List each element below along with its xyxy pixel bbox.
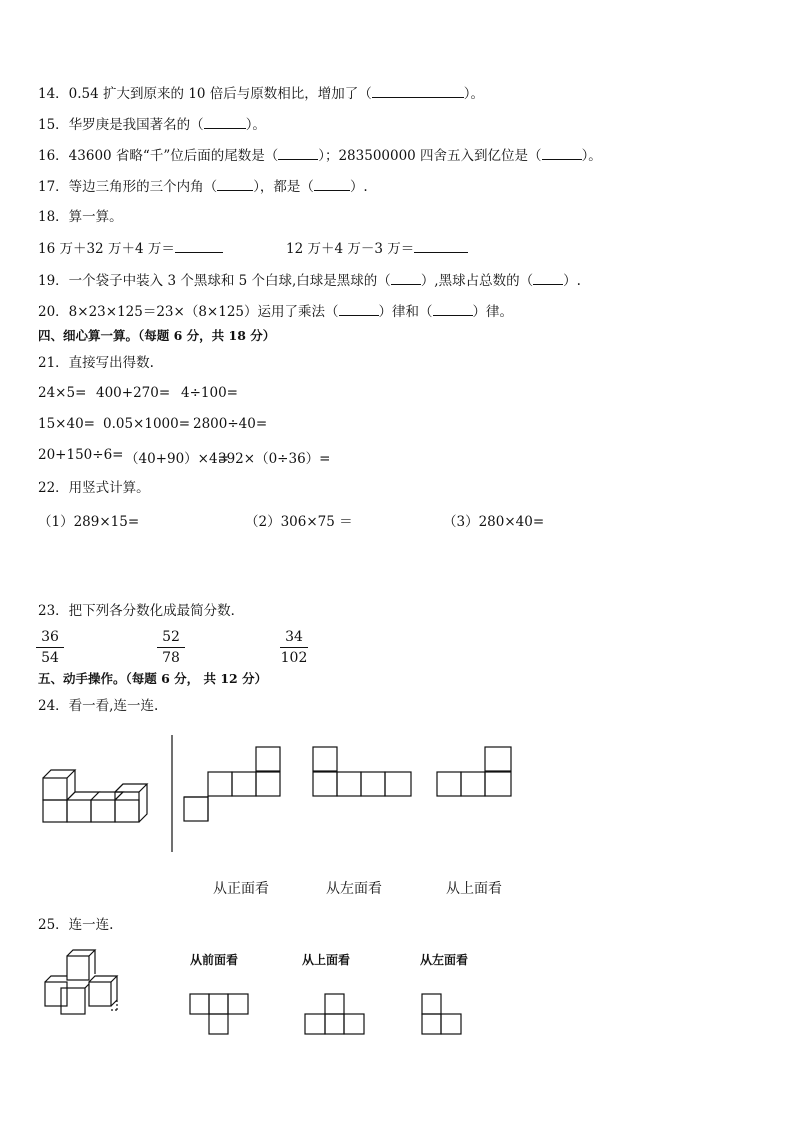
vertical-calc-item: （2）306×75 ＝ <box>245 514 353 530</box>
calc-item: 392×（0÷36）= <box>218 451 331 467</box>
question-15: 15．华罗庚是我国著名的（ ）。 <box>38 117 266 133</box>
fraction: 34 102 <box>280 629 308 666</box>
calc-item: 2800÷40= <box>193 416 268 432</box>
question-16: 16．43600 省略“千”位后面的尾数是（ ）；283500000 四舍五入到亿位是（ ）。 <box>38 148 602 164</box>
view-option-2[interactable] <box>313 747 411 796</box>
calc-item: 20+150÷6= <box>38 447 124 463</box>
calc-item: 4÷100= <box>181 385 238 401</box>
question-25-title: 25．连一连. <box>38 917 114 933</box>
question-22-title: 22．用竖式计算。 <box>38 480 150 496</box>
view-label: 从正面看 <box>213 881 269 897</box>
calc-item: 15×40= <box>38 416 95 432</box>
view-top-option[interactable] <box>305 994 364 1034</box>
fraction: 52 78 <box>157 628 185 667</box>
question-20: 20．8×23×125＝23×（8×125）运用了乘法（ ）律和（ ）律。 <box>38 304 513 320</box>
calc-item: 0.05×1000= <box>103 416 191 432</box>
question-18-title: 18．算一算。 <box>38 209 123 225</box>
cube-stack-figure <box>45 950 117 1014</box>
view-option-3[interactable] <box>437 747 511 796</box>
view-label: 从左面看 <box>326 881 382 897</box>
section-4-heading: 四、细心算一算。（每题 6 分，共 18 分） <box>38 328 276 343</box>
calc-item: 400+270= <box>96 385 171 401</box>
question-18-expr-1: 16 万＋32 万＋4 万＝ <box>38 239 223 258</box>
calc-item: （40+90）×4= <box>125 451 229 467</box>
view-left-option[interactable] <box>422 994 461 1034</box>
view-label: 从前面看 <box>190 953 239 967</box>
view-label: 从左面看 <box>420 953 469 967</box>
cube-solid-figure <box>43 770 147 822</box>
question-19: 19．一个袋子中装入 3 个黑球和 5 个白球,白球是黑球的（ ）,黑球占总数的（ ）. <box>38 273 581 289</box>
view-label: 从上面看 <box>446 881 502 897</box>
question-17: 17．等边三角形的三个内角（ ），都是（ ）. <box>38 179 368 195</box>
question-21-title: 21．直接写出得数. <box>38 355 154 371</box>
section-5-heading: 五、动手操作。（每题 6 分， 共 12 分） <box>38 671 268 686</box>
question-18-expr-2: 12 万＋4 万－3 万＝ <box>286 239 468 258</box>
view-option-1[interactable] <box>184 747 280 821</box>
vertical-calc-item: （1）289×15= <box>38 514 140 530</box>
question-24-title: 24．看一看,连一连. <box>38 698 159 714</box>
question-23-title: 23．把下列各分数化成最简分数． <box>38 603 245 619</box>
vertical-calc-item: （3）280×40= <box>443 514 545 530</box>
fraction: 36 54 <box>36 628 64 667</box>
question-14: 14．0.54 扩大到原来的 10 倍后与原数相比，增加了（ ）。 <box>38 86 485 102</box>
view-label: 从上面看 <box>302 953 351 967</box>
calc-item: 24×5= <box>38 385 87 401</box>
view-front-option[interactable] <box>190 994 248 1034</box>
